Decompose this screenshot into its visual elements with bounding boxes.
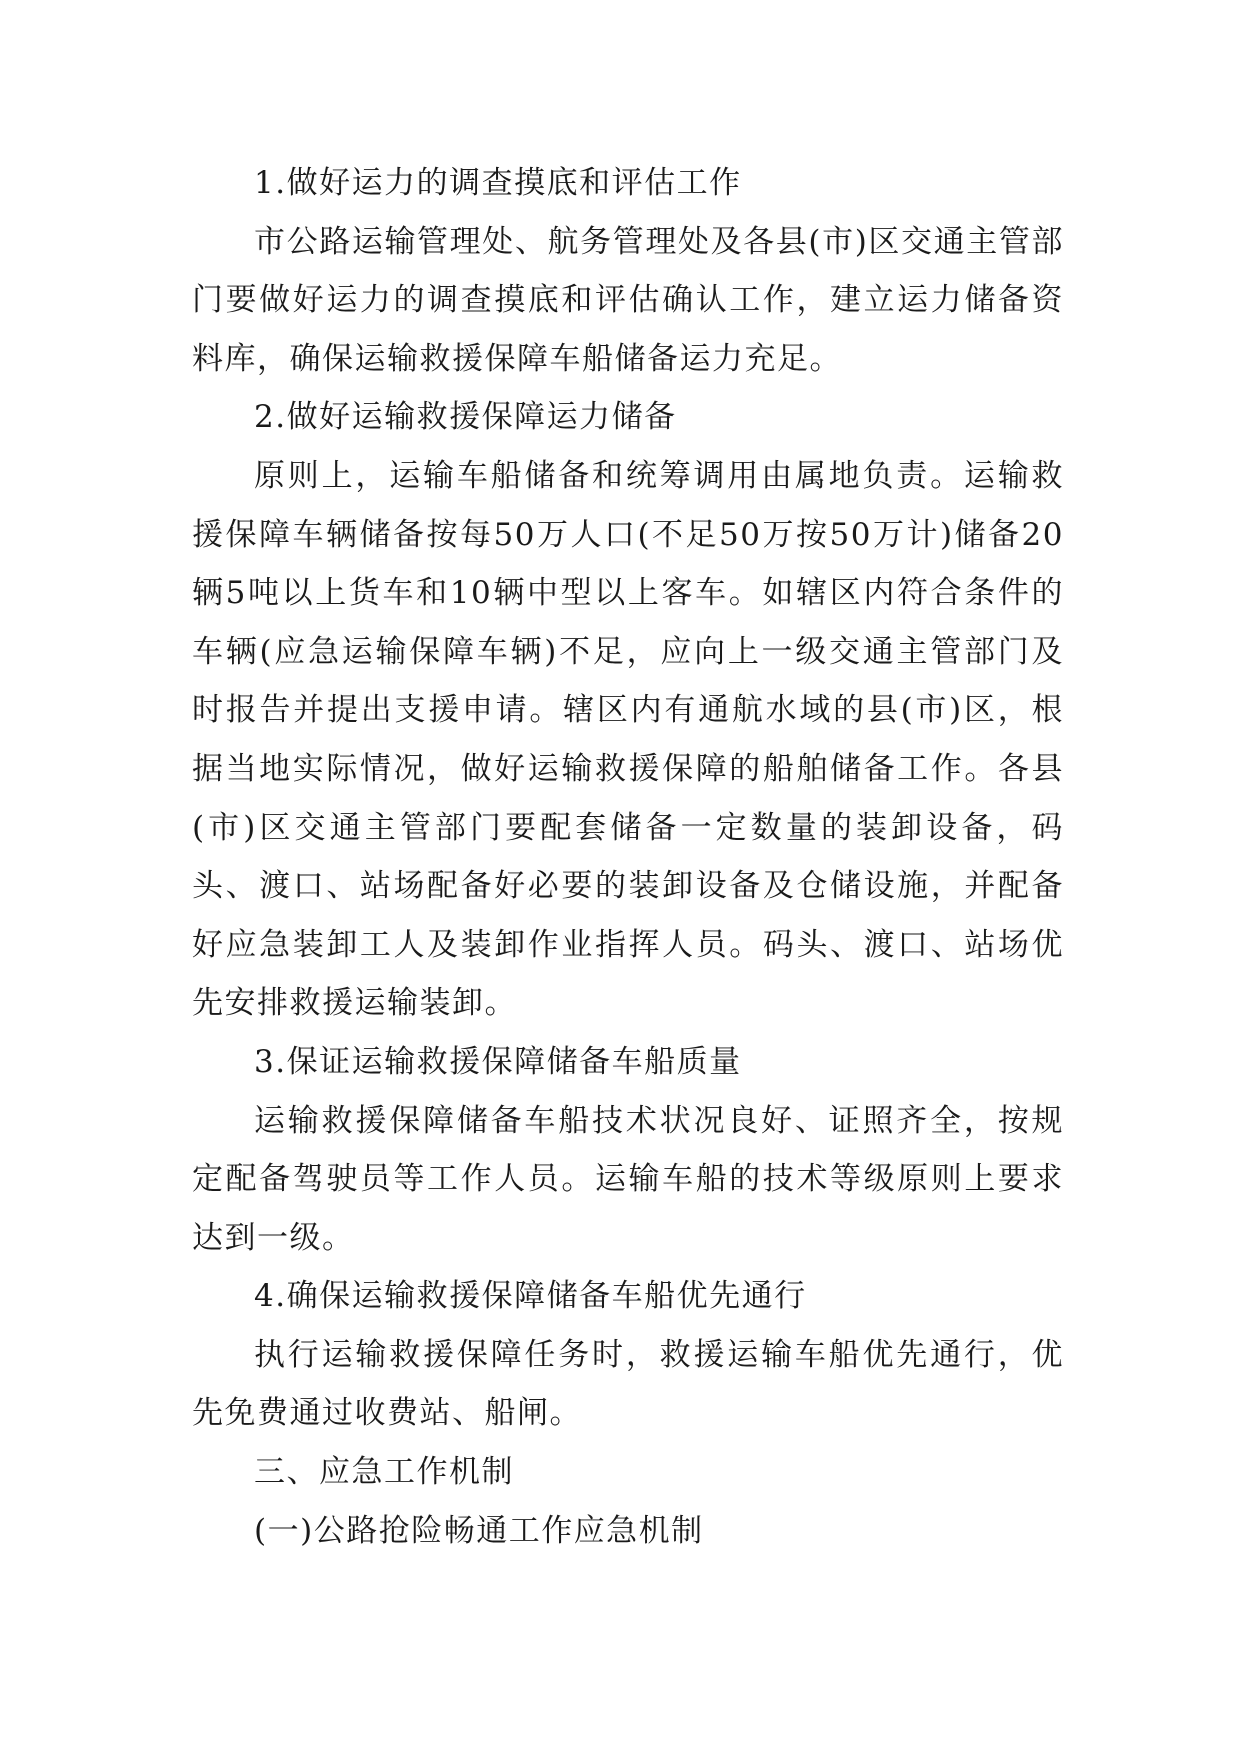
subsection-heading-road-rescue: (一)公路抢险畅通工作应急机制 <box>254 1512 704 1549</box>
document-body <box>192 154 1064 1560</box>
paragraph-capacity-survey: 市公路运输管理处、航务管理处及各县(市)区交通主管部门要做好运力的调查摸底和评估确认工作，建立运力储备资料库，确保运输救援保障车船储备运力充足。 <box>192 223 1064 377</box>
paragraph-priority-passage: 执行运输救援保障任务时，救援运输车船优先通行，优先免费通过收费站、船闸。 <box>192 1336 1064 1432</box>
heading-capacity-reserve: 2.做好运输救援保障运力储备 <box>254 399 677 436</box>
section-heading-emergency-mechanism: 三、应急工作机制 <box>254 1454 514 1491</box>
heading-priority-passage: 4.确保运输救援保障储备车船优先通行 <box>254 1278 807 1315</box>
heading-vehicle-quality: 3.保证运输救援保障储备车船质量 <box>254 1043 742 1080</box>
paragraph-capacity-reserve: 原则上，运输车船储备和统筹调用由属地负责。运输救援保障车辆储备按每50万人口(不足50万按50万计)储备20辆5吨以上货车和10辆中型以上客车。如辖区内符合条件的车辆(应急运输保障车辆)不足，应向上一级交通主管部门及时报告并提出支援申请。辖区内有通航水域的县(市)区，根据当地实际情况，做好运输救援保障的船舶储备工作。各县(市)区交通主管部门要配套储备一定数量的装卸设备，码头、渡口、站场配备好必要的装卸设备及仓储设施，并配备好应急装卸工人及装卸作业指挥人员。码头、渡口、站场优先安排救援运输装卸。 <box>192 457 1064 1022</box>
heading-capacity-survey: 1.做好运力的调查摸底和评估工作 <box>254 165 742 201</box>
paragraph-vehicle-quality: 运输救援保障储备车船技术状况良好、证照齐全，按规定配备驾驶员等工作人员。运输车船的技术等级原则上要求达到一级。 <box>192 1102 1064 1256</box>
